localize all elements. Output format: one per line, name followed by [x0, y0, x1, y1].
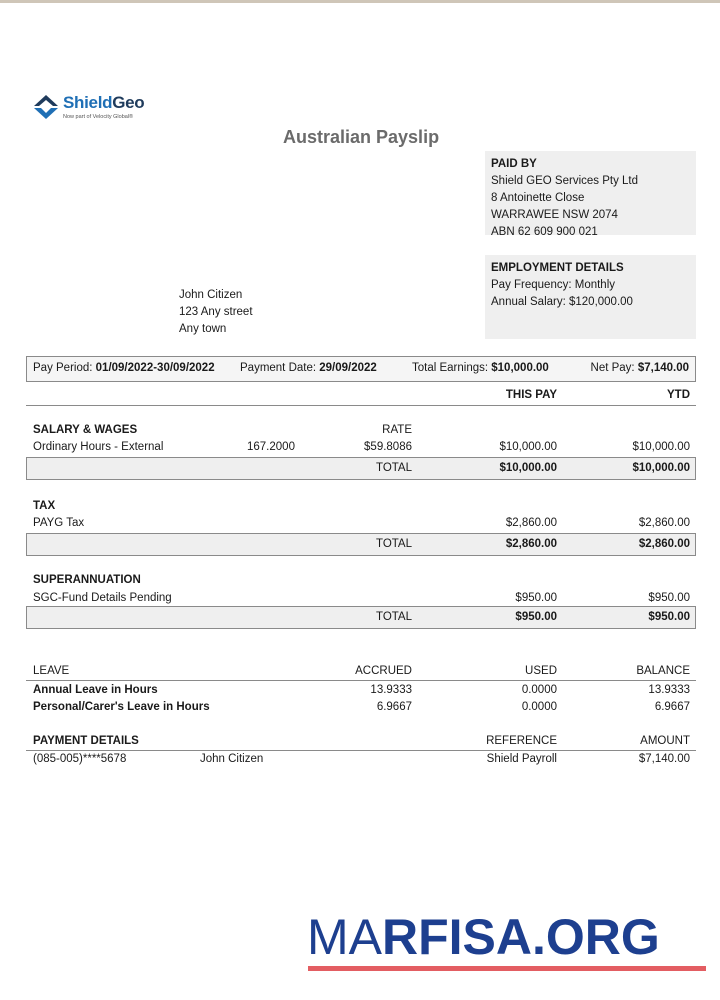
payment-name: John Citizen [200, 753, 264, 765]
leave-row-balance: 13.9333 [648, 684, 690, 696]
logo-tagline: Now part of Velocity Global® [63, 114, 134, 120]
shieldgeo-logo [33, 93, 173, 127]
leave-heading: LEAVE [33, 665, 70, 677]
leave-row-used: 0.0000 [521, 701, 557, 713]
net-pay: Net Pay: $7,140.00 [590, 362, 689, 374]
employment-line: Pay Frequency: Monthly [491, 279, 616, 291]
payment-reference-header: REFERENCE [486, 735, 557, 747]
payment-heading: PAYMENT DETAILS [33, 735, 139, 747]
header-divider [26, 405, 696, 406]
paid-by-line: WARRAWEE NSW 2074 [491, 209, 618, 221]
leave-row-balance: 6.9667 [654, 701, 690, 713]
payment-amount: $7,140.00 [638, 753, 690, 765]
payment-divider [26, 750, 696, 751]
super-total-ytd: $950.00 [648, 611, 690, 623]
tax-item-ytd: $2,860.00 [638, 517, 690, 529]
payment-date: Payment Date: 29/09/2022 [240, 362, 377, 374]
employee-address [179, 287, 253, 338]
watermark-underline [308, 966, 706, 971]
salary-total-row [26, 457, 696, 480]
payment-amount-header: AMOUNT [640, 735, 690, 747]
salary-item-hours: 167.2000 [247, 441, 295, 453]
paid-by-box [485, 151, 696, 238]
total-earnings: Total Earnings: $10,000.00 [412, 362, 549, 374]
salary-total-ytd: $10,000.00 [632, 462, 690, 474]
leave-row-used: 0.0000 [521, 684, 557, 696]
payment-reference: Shield Payroll [486, 753, 557, 765]
salary-heading: SALARY & WAGES [33, 424, 138, 436]
shield-logo-icon [33, 94, 59, 120]
leave-used-header: USED [525, 665, 557, 677]
this-pay-header: THIS PAY [505, 389, 557, 401]
logo-wordmark: ShieldGeo [63, 93, 145, 112]
tax-total-row [26, 533, 696, 556]
employee-street: 123 Any street [179, 306, 253, 318]
leave-divider [26, 680, 696, 681]
paid-by-line: Shield GEO Services Pty Ltd [491, 175, 639, 187]
employment-heading: EMPLOYMENT DETAILS [491, 262, 624, 274]
leave-accrued-header: ACCRUED [355, 665, 412, 677]
super-total-this-pay: $950.00 [515, 611, 557, 623]
salary-total-label: TOTAL [376, 462, 412, 474]
leave-row-label: Personal/Carer's Leave in Hours [33, 701, 210, 713]
pay-summary-bar [26, 356, 696, 382]
tax-item-this-pay: $2,860.00 [505, 517, 557, 529]
ytd-header: YTD [667, 389, 690, 401]
salary-total-this-pay: $10,000.00 [499, 462, 557, 474]
tax-total-label: TOTAL [376, 538, 412, 550]
leave-row-accrued: 13.9333 [370, 684, 412, 696]
paid-by-line: 8 Antoinette Close [491, 192, 585, 204]
super-total-row [26, 606, 696, 629]
employment-line: Annual Salary: $120,000.00 [491, 296, 633, 308]
tax-heading: TAX [33, 500, 56, 512]
salary-item-this-pay: $10,000.00 [499, 441, 557, 453]
super-item-label: SGC-Fund Details Pending [33, 592, 172, 604]
payment-account: (085-005)****5678 [33, 753, 127, 765]
super-item-ytd: $950.00 [648, 592, 690, 604]
tax-total-this-pay: $2,860.00 [505, 538, 557, 550]
salary-item-ytd: $10,000.00 [632, 441, 690, 453]
leave-row-accrued: 6.9667 [376, 701, 412, 713]
top-border [0, 0, 720, 3]
document-title: Australian Payslip [283, 127, 440, 147]
tax-total-ytd: $2,860.00 [638, 538, 690, 550]
salary-item-rate: $59.8086 [364, 441, 412, 453]
salary-item-label: Ordinary Hours - External [33, 441, 164, 453]
pay-period: Pay Period: 01/09/2022-30/09/2022 [33, 362, 215, 374]
super-total-label: TOTAL [376, 611, 412, 623]
employment-details-box [485, 255, 696, 339]
paid-by-heading: PAID BY [491, 158, 537, 170]
marfisa-watermark: MARFISA.ORG [307, 909, 660, 965]
super-heading: SUPERANNUATION [33, 574, 141, 586]
leave-balance-header: BALANCE [636, 665, 690, 677]
tax-item-label: PAYG Tax [33, 517, 85, 529]
leave-row-label: Annual Leave in Hours [33, 684, 158, 696]
employee-name: John Citizen [179, 289, 243, 301]
employee-town: Any town [179, 323, 227, 335]
super-item-this-pay: $950.00 [515, 592, 557, 604]
rate-header: RATE [382, 424, 412, 436]
paid-by-line: ABN 62 609 900 021 [491, 226, 598, 238]
